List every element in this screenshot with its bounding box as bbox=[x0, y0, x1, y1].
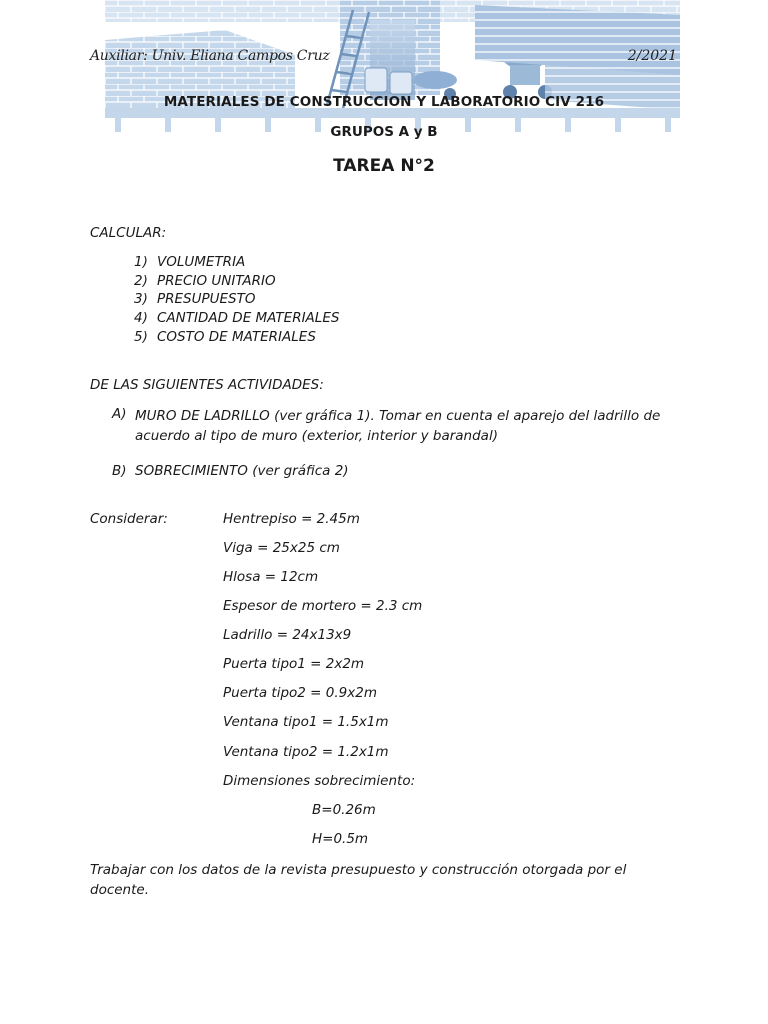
footer-note: Trabajar con los datos de la revista presupuesto y construcción otorgada por el docente. bbox=[90, 862, 627, 898]
list-item-number: 4) bbox=[134, 310, 148, 326]
parameter-item: Hlosa = 12cm bbox=[223, 569, 319, 585]
calcular-heading: CALCULAR: bbox=[90, 225, 167, 241]
activity-letter: A) bbox=[112, 406, 127, 422]
parameter-item: Ladrillo = 24x13x9 bbox=[223, 627, 352, 643]
parameter-item: Viga = 25x25 cm bbox=[223, 540, 340, 556]
parameter-item: Puerta tipo1 = 2x2m bbox=[223, 656, 365, 672]
sobrecimiento-dimension: H=0.5m bbox=[312, 831, 369, 847]
list-item: COSTO DE MATERIALES bbox=[157, 329, 316, 345]
parameter-item: Ventana tipo1 = 1.5x1m bbox=[223, 714, 389, 730]
parameter-item: Hentrepiso = 2.45m bbox=[223, 511, 360, 527]
parameter-item: Puerta tipo2 = 0.9x2m bbox=[223, 685, 377, 701]
course-title: MATERIALES DE CONSTRUCCION Y LABORATORIO CIV 216 bbox=[163, 94, 605, 110]
parameter-item: Ventana tipo2 = 1.2x1m bbox=[223, 744, 389, 760]
task-title: TAREA N°2 bbox=[333, 156, 435, 176]
list-item: VOLUMETRIA bbox=[157, 254, 246, 270]
sobrecimiento-dimension: B=0.26m bbox=[312, 802, 376, 818]
semester: 2/2021 bbox=[627, 48, 677, 64]
assistant-name: Auxiliar: Univ. Eliana Campos Cruz bbox=[90, 48, 330, 64]
list-item-number: 5) bbox=[134, 329, 148, 345]
activity-letter: B) bbox=[112, 463, 127, 479]
construction-materials-illustration bbox=[105, 0, 680, 135]
parameter-item: Espesor de mortero = 2.3 cm bbox=[223, 598, 423, 614]
groups-title: GRUPOS A y B bbox=[330, 124, 438, 140]
activity-item: MURO DE LADRILLO (ver gráfica 1). Tomar en cuenta el aparejo del ladrillo de acuerdo al tipo de muro (exterior, interior y barandal) bbox=[135, 408, 661, 444]
list-item: PRECIO UNITARIO bbox=[157, 273, 276, 289]
list-item: PRESUPUESTO bbox=[157, 291, 256, 307]
list-item-number: 1) bbox=[134, 254, 148, 270]
considerar-label: Considerar: bbox=[90, 511, 168, 527]
list-item: CANTIDAD DE MATERIALES bbox=[157, 310, 340, 326]
parameter-item: Dimensiones sobrecimiento: bbox=[223, 773, 416, 789]
list-item-number: 3) bbox=[134, 291, 148, 307]
actividades-heading: DE LAS SIGUIENTES ACTIVIDADES: bbox=[90, 377, 324, 393]
list-item-number: 2) bbox=[134, 273, 148, 289]
activity-item: SOBRECIMIENTO (ver gráfica 2) bbox=[135, 463, 349, 479]
